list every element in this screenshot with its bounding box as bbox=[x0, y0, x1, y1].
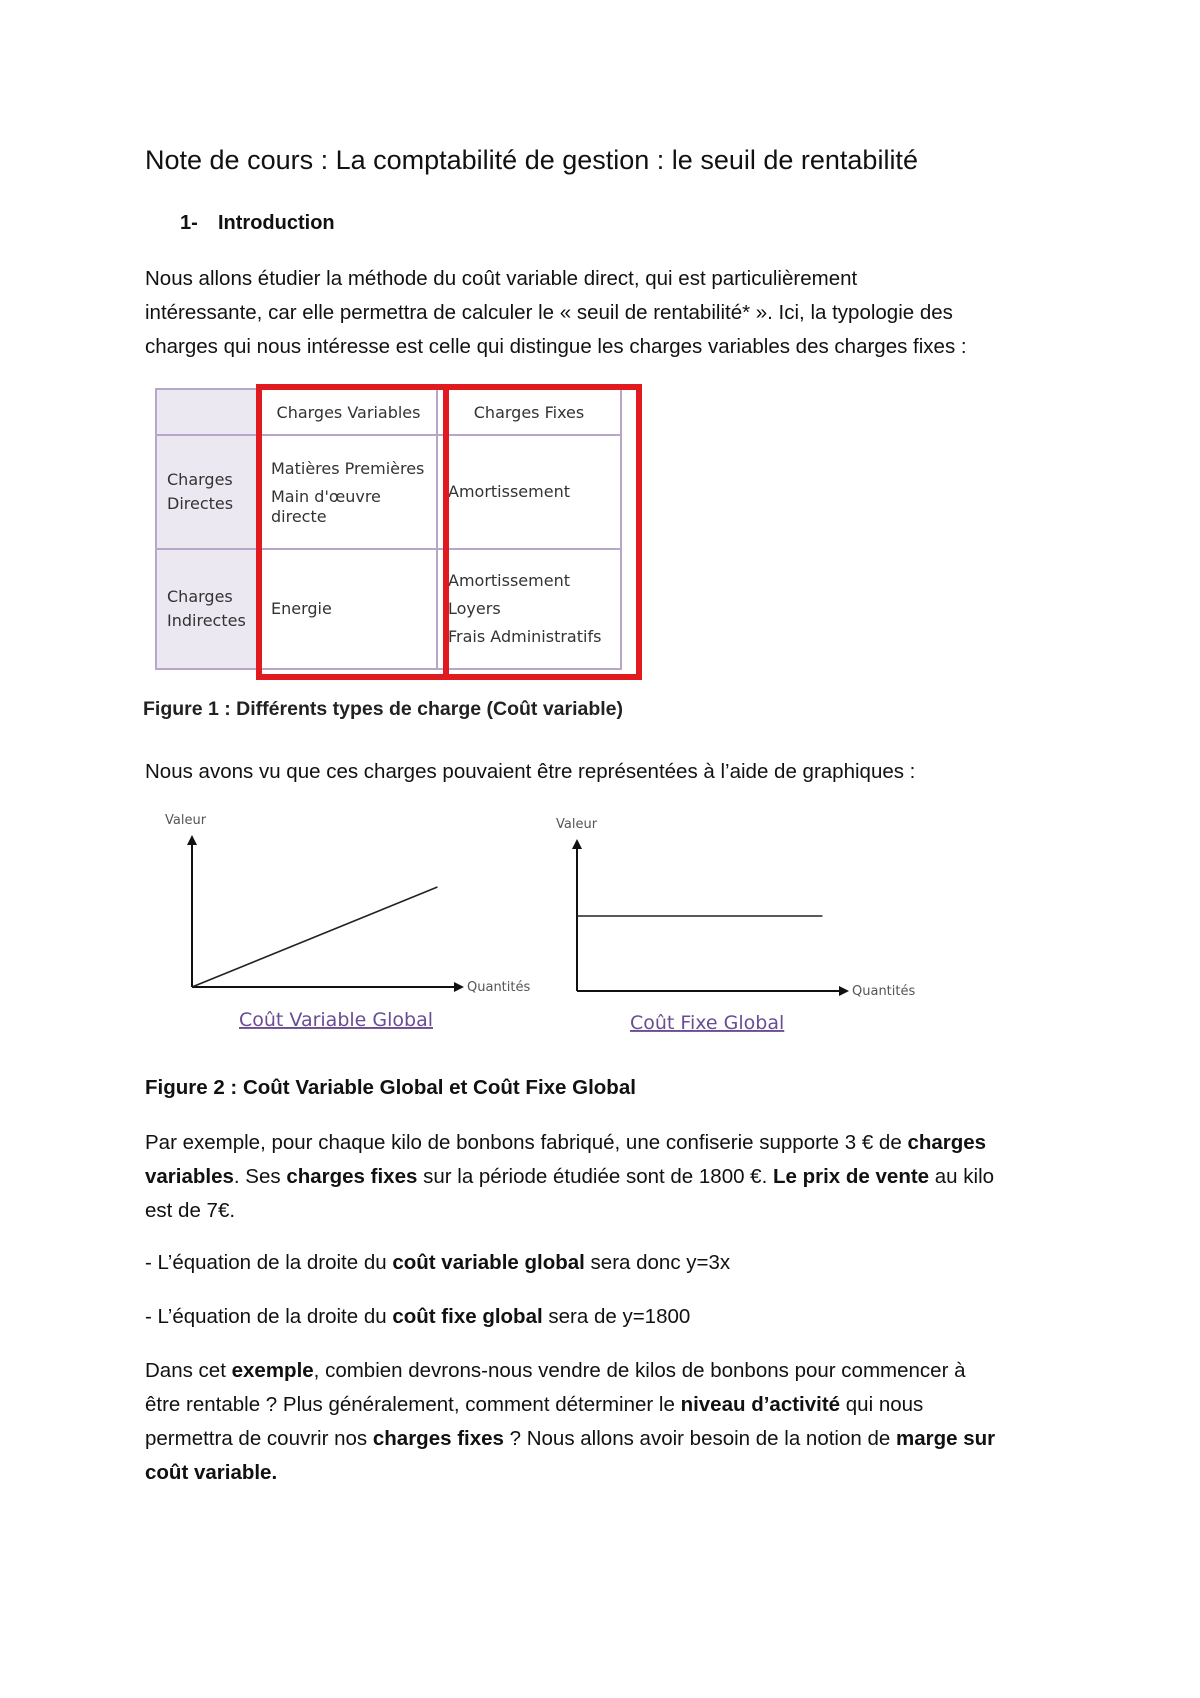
x-axis-label: Quantités bbox=[467, 980, 531, 995]
cell-directes-variables: Matières Premières Main d'œuvre directe bbox=[260, 435, 437, 549]
example-paragraph: Par exemple, pour chaque kilo de bonbons fabriqué, une confiserie supporte 3 € de charges variables. Ses charges fixes sur la période étudiée sont de 1800 €. Le prix de vente au kilo est de 7€. bbox=[145, 1131, 995, 1222]
equation-cout-fixe: - L’équation de la droite du coût fixe global sera de y=1800 bbox=[145, 1305, 691, 1328]
cell-indirectes-fixes: Amortissement Loyers Frais Administratifs bbox=[437, 549, 621, 669]
section-number: 1- bbox=[180, 212, 198, 234]
highlight-fixes-column bbox=[443, 384, 642, 680]
page-title: Note de cours : La comptabilité de gestion : le seuil de rentabilité bbox=[145, 145, 918, 175]
highlight-variables-column bbox=[256, 384, 449, 680]
figure1-caption: Figure 1 : Différents types de charge (Coût variable) bbox=[143, 698, 624, 720]
section-heading-introduction bbox=[180, 212, 335, 235]
intro-paragraph bbox=[145, 262, 1065, 364]
header-charges-variables: Charges Variables bbox=[260, 389, 437, 435]
chart-cout-fixe-global bbox=[556, 817, 915, 1034]
section-title: Introduction bbox=[218, 212, 335, 234]
chart-title: Coût Variable Global bbox=[239, 1009, 433, 1031]
intro-line: intéressante, car elle permettra de calculer le « seuil de rentabilité* ». Ici, la typologie des bbox=[145, 301, 953, 324]
row-label-charges-indirectes: Charges Indirectes bbox=[156, 549, 260, 669]
cell-directes-fixes: Amortissement bbox=[437, 435, 621, 549]
conclusion-paragraph: Dans cet exemple, combien devrons-nous vendre de kilos de bonbons pour commencer à être rentable ? Plus généralement, comment déterminer le niveau d’activité qui nous permettra de couvrir nos charges fixes ? Nous allons avoir besoin de la notion de marge sur coût variable. bbox=[145, 1359, 996, 1484]
equation-cout-variable: - L’équation de la droite du coût variable global sera donc y=3x bbox=[145, 1251, 731, 1274]
cell-indirectes-variables: Energie bbox=[260, 549, 437, 669]
row-label-charges-directes: Charges Directes bbox=[156, 435, 260, 549]
series-line-cout-variable bbox=[192, 887, 437, 987]
cost-charts-figure bbox=[0, 800, 1200, 1040]
figure2-caption: Figure 2 : Coût Variable Global et Coût Fixe Global bbox=[145, 1076, 636, 1099]
chart-cout-variable-global bbox=[165, 813, 530, 1031]
y-axis-label: Valeur bbox=[556, 817, 598, 832]
chart-title: Coût Fixe Global bbox=[630, 1012, 785, 1034]
y-axis-label: Valeur bbox=[165, 813, 207, 828]
intro-line: Nous allons étudier la méthode du coût variable direct, qui est particulièrement bbox=[145, 267, 858, 290]
x-axis-label: Quantités bbox=[852, 984, 916, 999]
table-corner-cell bbox=[156, 389, 260, 435]
header-charges-fixes: Charges Fixes bbox=[437, 389, 621, 435]
intro-line: charges qui nous intéresse est celle qui distingue les charges variables des charges fixes : bbox=[145, 335, 967, 358]
graphs-intro: Nous avons vu que ces charges pouvaient être représentées à l’aide de graphiques : bbox=[145, 760, 916, 783]
